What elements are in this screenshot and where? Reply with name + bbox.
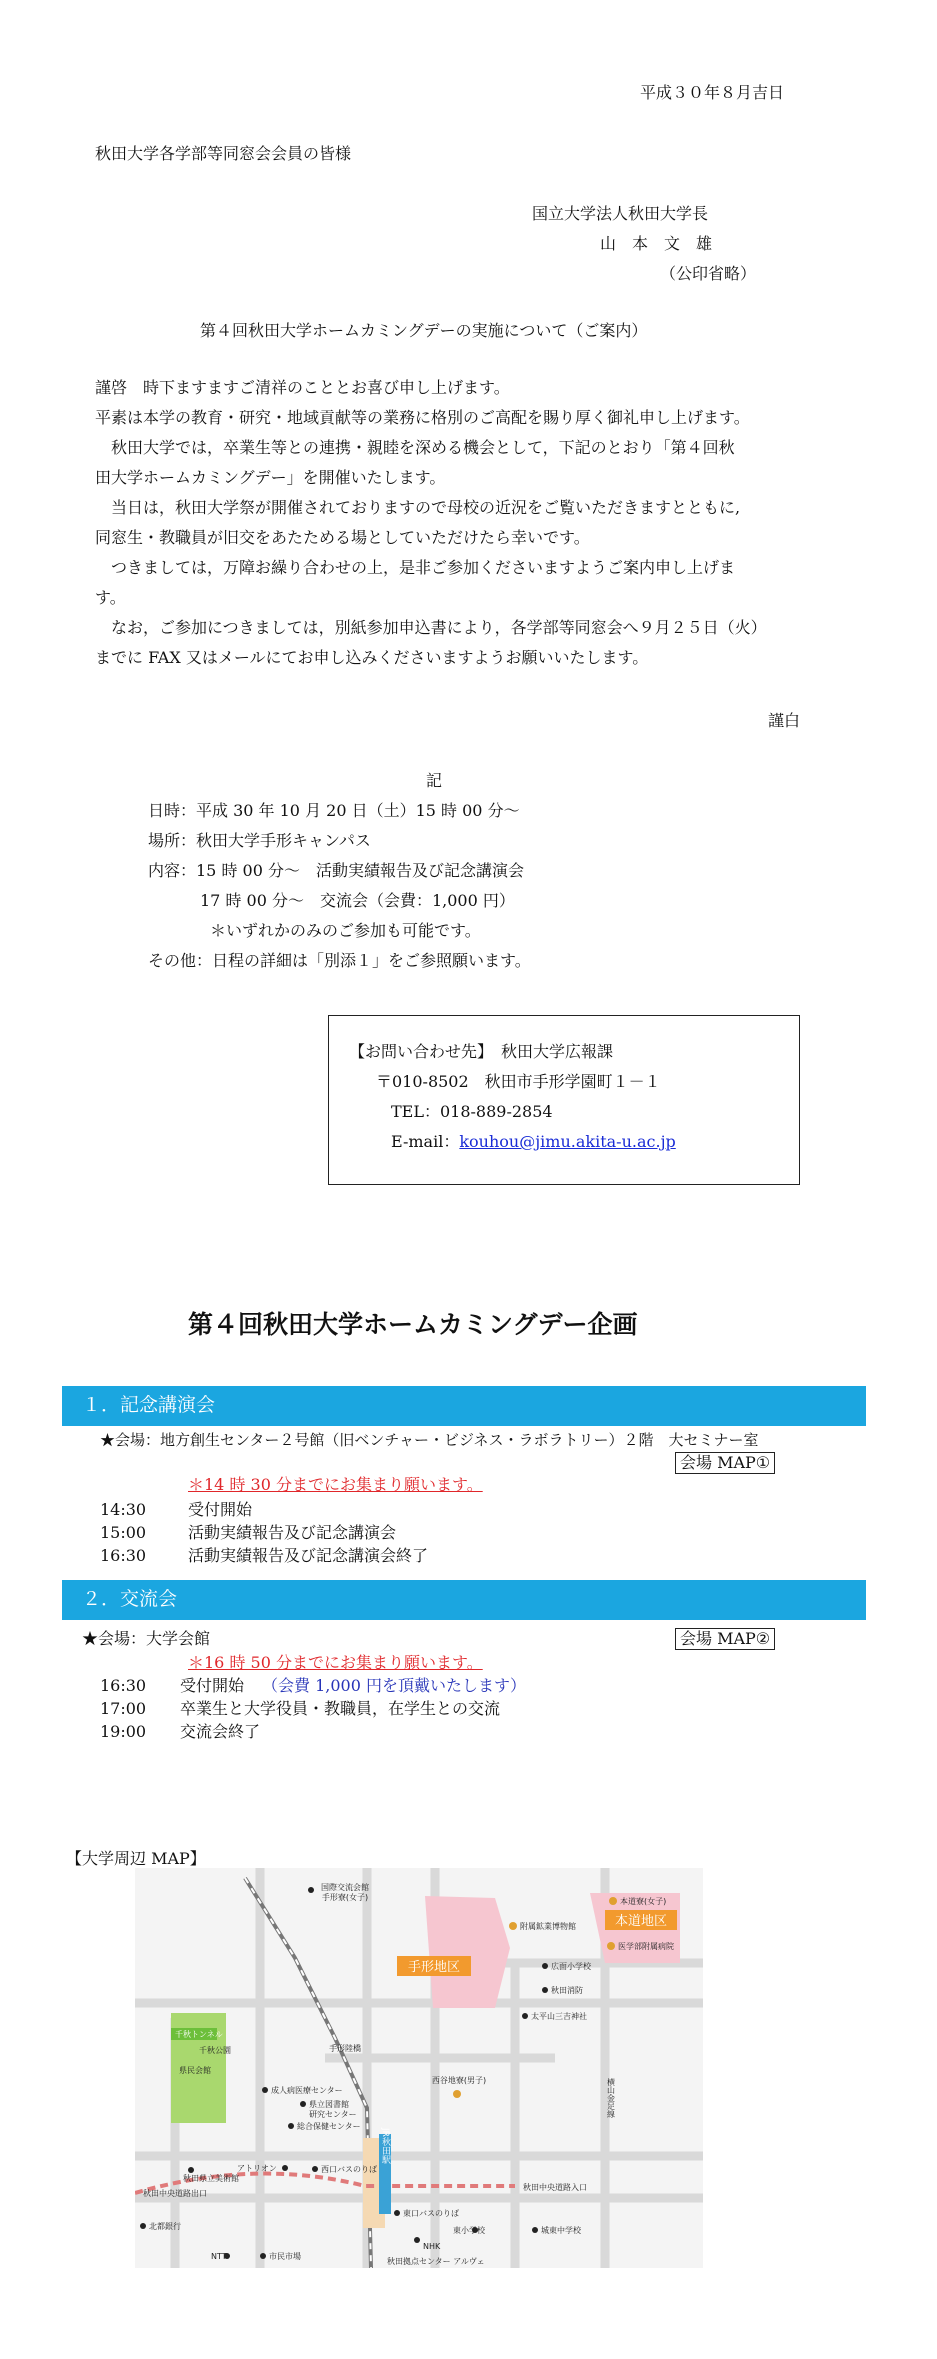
label-north-bank: 北都銀行 (149, 2222, 181, 2231)
label-fire: 秋田消防 (551, 1986, 583, 1995)
label-school: 広面小学校 (551, 1962, 591, 1971)
marker-hondo-dorm (609, 1897, 617, 1905)
map2-button[interactable]: 会場 MAP② (675, 1628, 775, 1650)
marker-higashi (394, 2210, 400, 2216)
s1-time-1: 15:00 (100, 1523, 147, 1542)
label-general-center: 総合保健センター (297, 2122, 361, 2131)
map-heading: 【大学周辺 MAP】 (66, 1849, 206, 1868)
marker-museum2 (188, 2167, 194, 2173)
label-nishi-exit: 秋田中央道路出口 (143, 2189, 207, 2198)
section2-venue: ★会場：大学会館 (82, 1629, 211, 1648)
marker-fire (542, 1987, 548, 1993)
s2-time-1: 17:00 (100, 1699, 147, 1718)
contact-box (328, 1015, 800, 1185)
section1-heading: １．記念講演会 (82, 1394, 216, 1416)
label-city-hall: 市民市場 (269, 2252, 301, 2261)
label-tunnel: 千秋トンネル (175, 2030, 223, 2039)
detail-content-2: 17 時 00 分～ 交流会（会費：1,000 円） (200, 891, 515, 910)
marker-museum (509, 1922, 517, 1930)
label-senshu-park: 千秋公園 (199, 2046, 231, 2055)
email-link[interactable]: kouhou@jimu.akita-u.ac.jp (459, 1132, 676, 1151)
seal-note: （公印省略） (660, 264, 757, 283)
label-tegata-dorm: 手形寮(女子) (321, 1893, 369, 1902)
label-nhk: NHK (423, 2242, 441, 2251)
marker-adult-center (262, 2087, 268, 2093)
label-aeon: アトリオン (237, 2164, 277, 2173)
letter-date: 平成３０年８月吉日 (640, 83, 785, 102)
contact-heading: 【お問い合わせ先】 秋田大学広報課 (349, 1042, 614, 1061)
body-line: 田大学ホームカミングデー」を開催いたします。 (95, 468, 446, 487)
body-line: までに FAX 又はメールにてお申し込みくださいますようお願いいたします。 (95, 648, 649, 667)
s2-text-0: 受付開始 (180, 1676, 245, 1695)
label-seibu: 西口バスのりば (321, 2165, 377, 2174)
tegata-badge-label: 手形地区 (407, 1960, 461, 1975)
marker-hospital (607, 1942, 615, 1950)
tegata-area (425, 1896, 510, 2008)
label-aruve: 秋田拠点センター アルヴェ (387, 2257, 485, 2266)
s2-time-2: 19:00 (100, 1722, 147, 1741)
section2-bar (62, 1580, 866, 1620)
map1-button[interactable]: 会場 MAP① (675, 1452, 775, 1474)
marker-josei (532, 2227, 538, 2233)
s1-time-0: 14:30 (100, 1500, 147, 1519)
letter-body (95, 373, 805, 673)
label-kenmin-hall: 県民会館 (179, 2066, 211, 2075)
label-higashi-exit: 秋田中央道路入口 (523, 2183, 587, 2192)
s2-text-2: 交流会終了 (180, 1722, 261, 1741)
marker-seibu (312, 2166, 318, 2172)
body-line: なお，ご参加につきましては，別紙参加申込書により，各学部等同窓会へ９月２５日（火） (95, 618, 767, 637)
label-higashi-school: 東小学校 (453, 2226, 485, 2235)
section2-heading: ２．交流会 (82, 1588, 178, 1610)
detail-datetime: 日時：平成 30 年 10 月 20 日（土）15 時 00 分～ (148, 801, 520, 820)
marker-general-center (288, 2123, 294, 2129)
marker-kokusai (308, 1887, 314, 1893)
s2-text-1: 卒業生と大学役員・教職員，在学生との交流 (180, 1699, 501, 1718)
contact-email-row (391, 1134, 676, 1150)
marker-library (300, 2101, 306, 2107)
recipient: 秋田大学各学部等同窓会会員の皆様 (95, 144, 352, 163)
campus-map[interactable] (135, 1868, 703, 2268)
body-line: 謹啓 時下ますますご清祥のこととお喜び申し上げます。 (95, 378, 510, 397)
sender-org: 国立大学法人秋田大学長 (532, 204, 709, 223)
label-library: 県立図書館 (309, 2100, 349, 2109)
s2-extra-0: （会費 1,000 円を頂戴いたします） (262, 1676, 526, 1695)
detail-place: 場所：秋田大学手形キャンパス (148, 831, 371, 850)
label-adult-center: 成人病医療センター (271, 2086, 343, 2095)
label-nishigo: 西谷地寮(男子) (431, 2076, 487, 2085)
label-akita-museum: 秋田県立美術館 (183, 2174, 239, 2183)
body-line: 平素は本学の教育・研究・地域貢献等の業務に格別のご高配を賜り厚く御礼申し上げます。 (95, 408, 750, 427)
program-title: 第４回秋田大学ホームカミングデー企画 (188, 1310, 638, 1339)
label-kokusai: 国際交流会館 (321, 1883, 369, 1892)
label-josei: 城東中学校 (541, 2226, 581, 2235)
body-line: す。 (95, 588, 126, 607)
contact-address: 〒010-8502 秋田市手形学園町１－１ (376, 1072, 661, 1091)
email-label: E-mail： (391, 1132, 460, 1151)
label-taiheizan: 太平山三吉神社 (531, 2012, 587, 2021)
closing: 謹白 (768, 711, 801, 730)
marker-north-bank (140, 2223, 146, 2229)
label-yokoyama: 横山金足線 (606, 2078, 616, 2118)
label-research: 研究センター (309, 2110, 357, 2119)
s1-text-2: 活動実績報告及び記念講演会終了 (188, 1546, 429, 1565)
s1-text-0: 受付開始 (188, 1500, 253, 1519)
label-hospital: 医学部附属病院 (618, 1942, 674, 1951)
sender-name: 山 本 文 雄 (600, 234, 713, 253)
section1-bar (62, 1386, 866, 1426)
detail-other: その他：日程の詳細は「別添１」をご参照願います。 (148, 951, 531, 970)
section1-venue: ★会場：地方創生センター２号館（旧ベンチャー・ビジネス・ラボラトリー）２階 大セミナー室 (100, 1431, 759, 1449)
body-line: 当日は，秋田大学祭が開催されておりますので母校の近況をご覧いただきますとともに, (95, 498, 741, 517)
body-line: 同窓生・教職員が旧交をあたためる場としていただけたら幸いです。 (95, 528, 590, 547)
marker-taiheizan (522, 2013, 528, 2019)
marker-school (542, 1963, 548, 1969)
body-line: つきましては，万障お繰り合わせの上，是非ご参加くださいますようご案内申し上げま (95, 558, 736, 577)
marker-city-hall (260, 2253, 266, 2259)
label-station: JR秋田駅 (380, 2128, 390, 2164)
label-hondo-dorm: 本道寮(女子) (620, 1897, 667, 1906)
s1-time-2: 16:30 (100, 1546, 147, 1565)
contact-tel: TEL：018-889-2854 (391, 1102, 553, 1121)
label-bridge: 手形陸橋 (329, 2044, 361, 2053)
marker-nhk (414, 2237, 420, 2243)
label-museum: 附属鉱業博物館 (520, 1922, 576, 1931)
detail-content: 内容：15 時 00 分～ 活動実績報告及び記念講演会 (148, 861, 524, 880)
detail-note: ＊いずれかのみのご参加も可能です。 (210, 921, 481, 940)
s1-text-1: 活動実績報告及び記念講演会 (188, 1523, 397, 1542)
body-line: 秋田大学では，卒業生等との連携・親睦を深める機会として，下記のとおり「第４回秋 (95, 438, 735, 457)
section1-note: ＊14 時 30 分までにお集まり願います。 (188, 1475, 483, 1494)
section2-note: ＊16 時 50 分までにお集まり願います。 (188, 1653, 483, 1672)
hondo-badge-label: 本道地区 (614, 1914, 668, 1929)
label-ntt: NTT (211, 2252, 227, 2261)
marker-aeon (282, 2165, 288, 2171)
s2-time-0: 16:30 (100, 1676, 147, 1695)
marker-nishigo (453, 2090, 461, 2098)
letter-subject: 第４回秋田大学ホームカミングデーの実施について（ご案内） (200, 321, 648, 340)
ki-heading: 記 (426, 771, 443, 790)
label-higashi: 東口バスのりば (403, 2209, 459, 2218)
